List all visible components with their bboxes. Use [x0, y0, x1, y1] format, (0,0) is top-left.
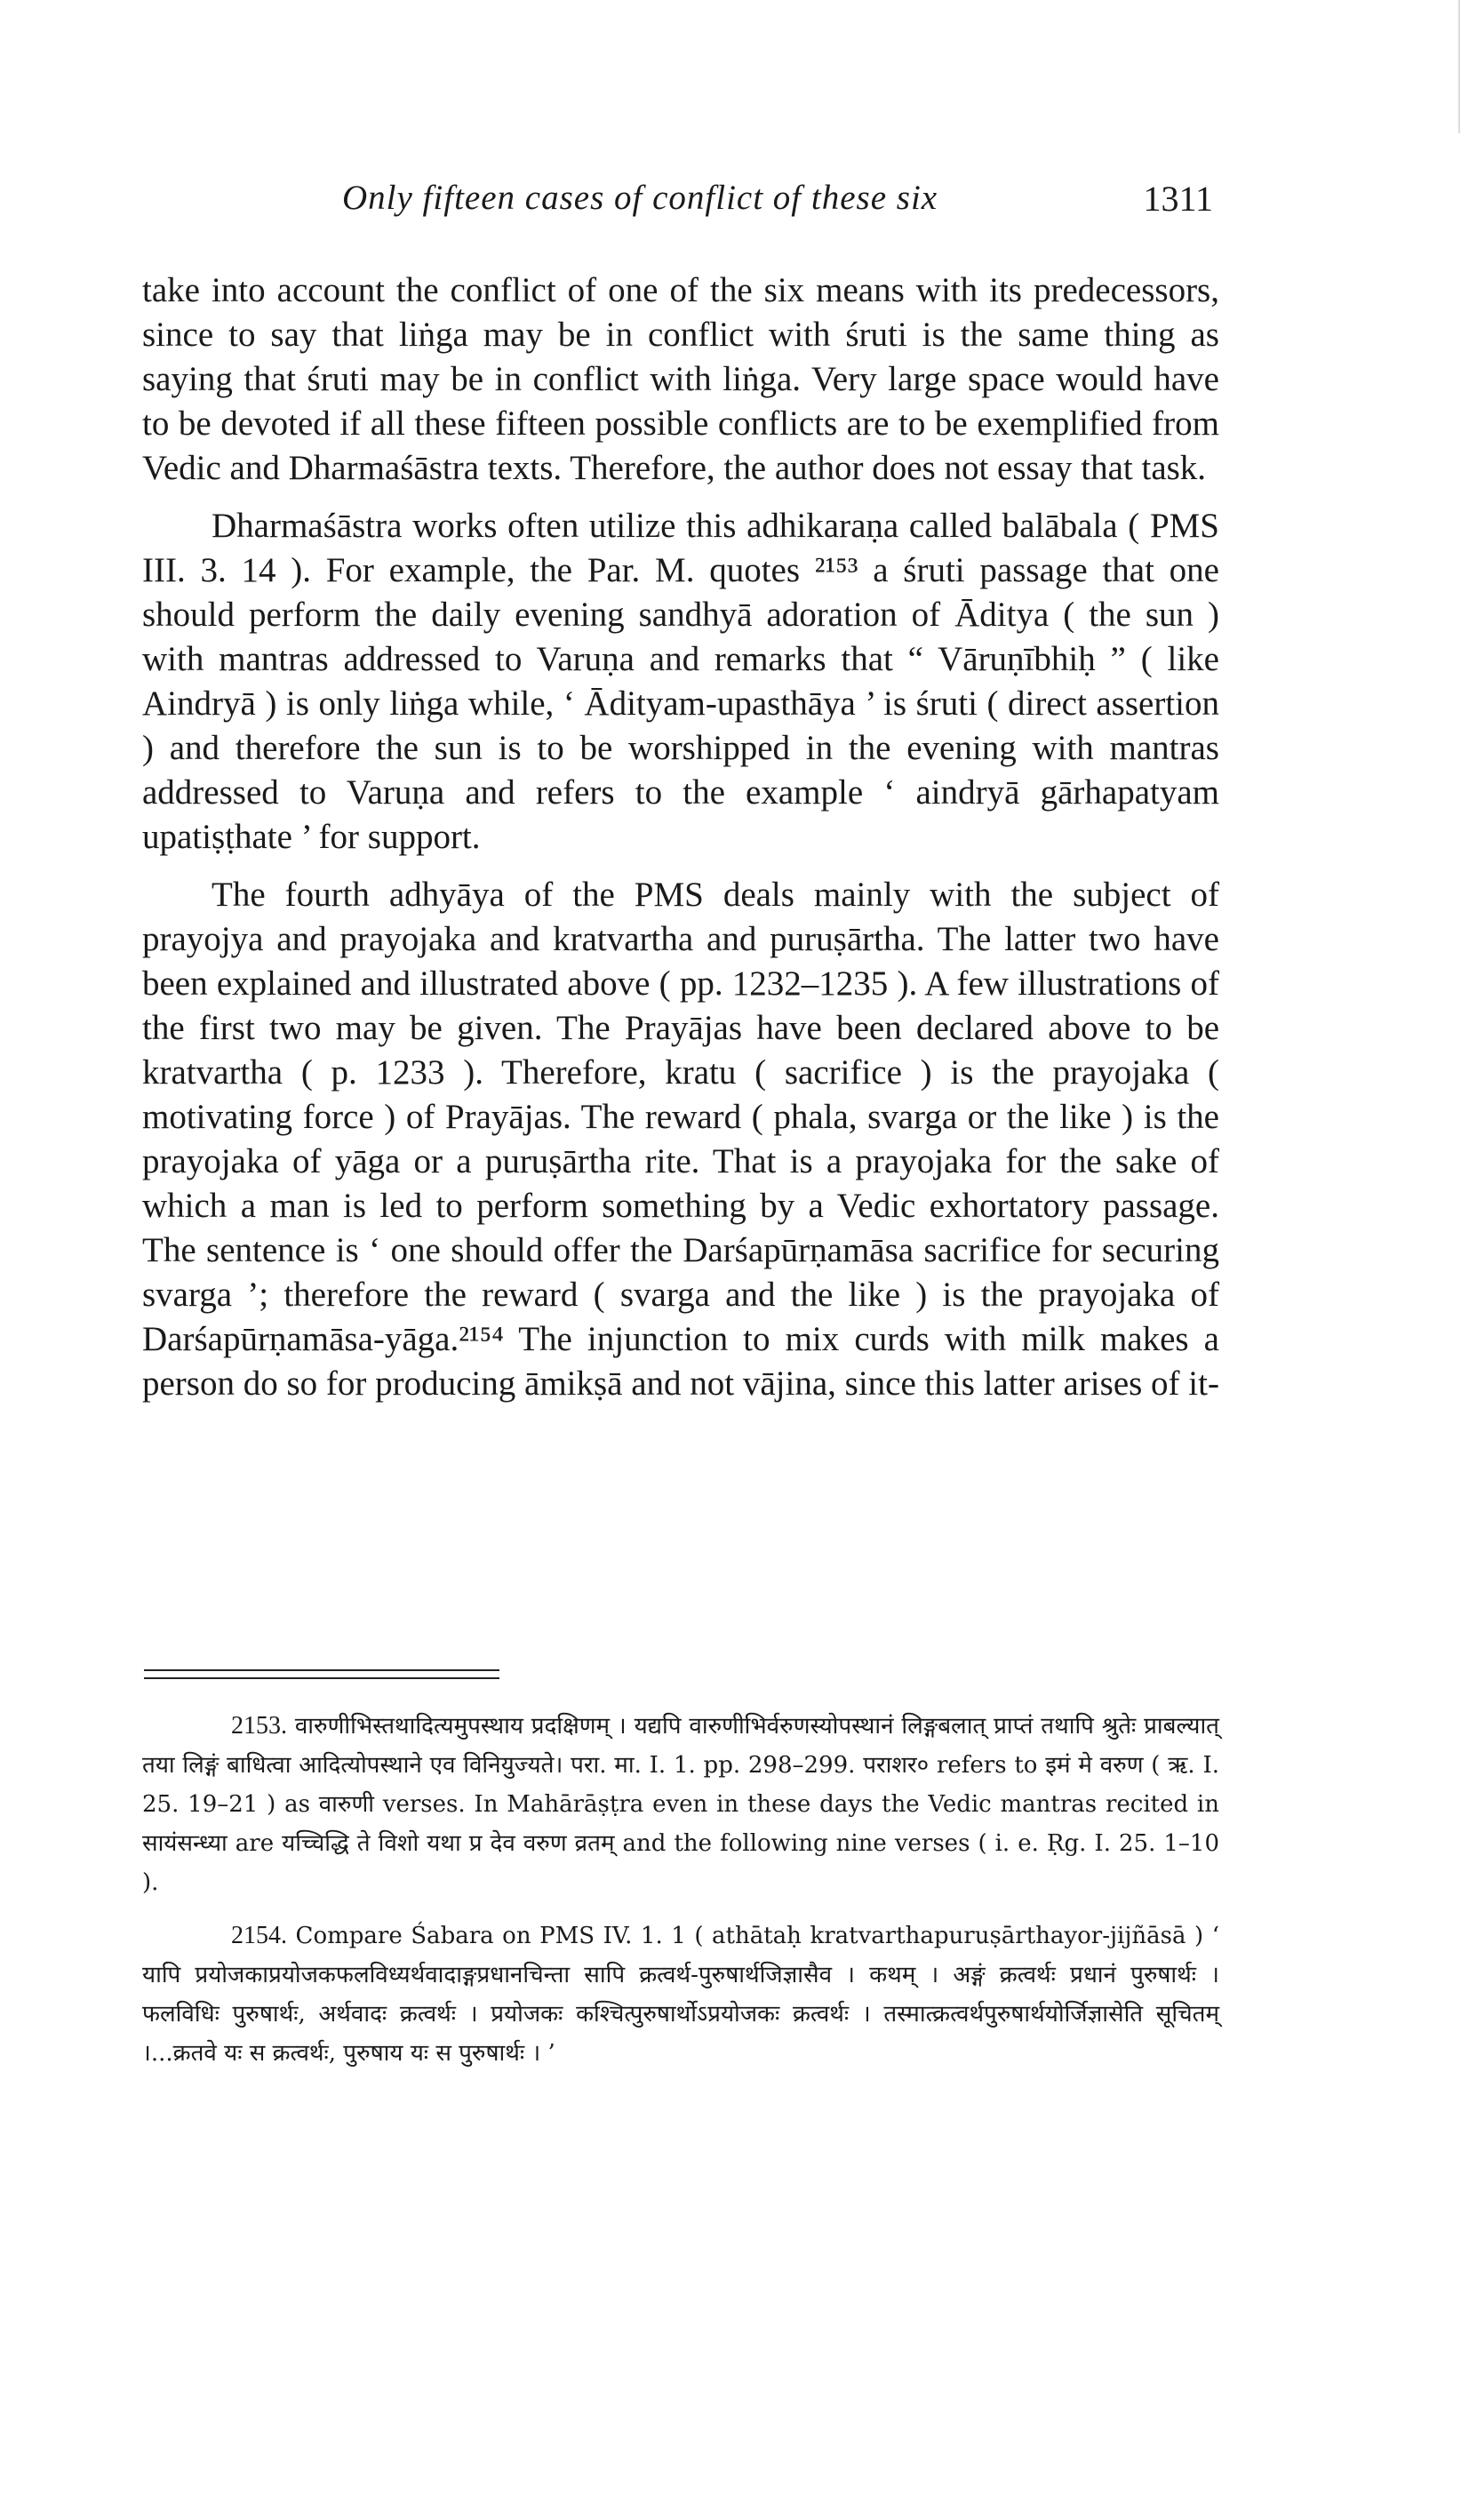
footnote-2154: [142, 1916, 1219, 2073]
footnote-number: 2154.: [231, 1922, 287, 1949]
paragraph-1: take into account the conflict of one of the six means with its predecessors, since to say that liṅga may be in conflict with śruti is the same thing as saying that śruti may be in conflict with liṅga. Very large space would have to be devoted if all these fifteen possible conflicts are to be exemplified from Vedic and Dharmaśāstra texts. Therefore, the author does not essay that task.: [142, 271, 1219, 487]
running-head: [342, 178, 1213, 231]
footnote-text: वारुणीभिस्तथादित्यमुपस्थाय प्रदक्षिणम् । यद्यपि वारुणीभिर्वरुणस्योपस्थानं लिङ्गबलात् प्राप्तं तथापि श्रुतेः प्राबल्यात् तया लिङ्गं बाधित्वा आदित्योपस्थाने एव विनियुज्यते। परा. मा. I. 1. pp. 298–299. पराशर० refers to इमं मे वरुण ( ऋ. I. 25. 19–21 ) as वारुणी verses. In Mahārāṣṭra even in these days the Vedic mantras recited in सायंसन्ध्या are यच्चिद्धि ते विशो यथा प्र देव वरुण व्रतम् and the following nine verses ( i. e. Ṛg. I. 25. 1–10 ).: [142, 1713, 1219, 1896]
running-title: Only fifteen cases of conflict of these six: [342, 179, 938, 217]
footnote-text: Compare Śabara on PMS IV. 1. 1 ( athātaḥ kratvarthapuruṣārthayor-jijñāsā ) ‘ यापि प्रयोजकाप्रयोजकफलविध्यर्थवादाङ्गप्रधानचिन्ता सापि क्रत्वर्थ-पुरुषार्थजिज्ञासैव । कथम् । अङ्गं क्रत्वर्थः प्रधानं पुरुषार्थः । फलविधिः पुरुषार्थः, अर्थवादः क्रत्वर्थः । प्रयोजकः कश्चित्पुरुषार्थोऽप्रयोजकः क्रत्वर्थः । तस्मात्क्रत्वर्थपुरुषार्थयोर्जिज्ञासेति सूचितम् ।...क्रतवे यः स क्रत्वर्थः, पुरुषाय यः स पुरुषार्थः । ’: [142, 1923, 1219, 2067]
page-number: 1311: [1143, 179, 1213, 219]
footnote-rule-top: [144, 1669, 499, 1671]
footnote-rule-bottom: [144, 1677, 499, 1679]
paragraph-3: The fourth adhyāya of the PMS deals mainly with the subject of prayojya and prayojaka and kratvartha and puruṣārtha. The latter two have been explained and illustrated above ( pp. 1232–1235 ). A few illustrations of the first two may be given. The Prayājas have been declared above to be kratvartha ( p. 1233 ). Therefore, kratu ( sacrifice ) is the prayojaka ( motivating force ) of Prayājas. The reward ( phala, svarga or the like ) is the prayojaka of yāga or a puruṣārtha rite. That is a prayojaka for the sake of which a man is led to perform something by a Vedic exhortatory passage. The sentence is ‘ one should offer the Darśapūrṇamāsa sacrifice for securing svarga ’; therefore the reward ( svarga and the like ) is the prayojaka of Darśapūrṇamāsa-yāga.²¹⁵⁴ The injunction to mix curds with milk makes a person do so for producing āmikṣā and not vājina, since this latter arises of it-: [142, 876, 1219, 1403]
footnote-2153: [142, 1707, 1219, 1902]
footnote-number: 2153.: [231, 1712, 287, 1740]
body-text: [142, 268, 1219, 1420]
paragraph-2: Dharmaśāstra works often utilize this adhikaraṇa called balābala ( PMS III. 3. 14 ). For example, the Par. M. quotes ²¹⁵³ a śruti passage that one should perform the daily evening sandhyā adoration of Āditya ( the sun ) with mantras addressed to Varuṇa and remarks that “ Vāruṇībhiḥ ” ( like Aindryā ) is only liṅga while, ‘ Ādityam-upasthāya ’ is śruti ( direct assertion ) and therefore the sun is to be worshipped in the evening with mantras addressed to Varuṇa and refers to the example ‘ aindryā gārhapatyam upatiṣṭhate ’ for support.: [142, 507, 1219, 856]
page-edge-line: [1458, 0, 1460, 133]
footnotes: [142, 1707, 1219, 2087]
